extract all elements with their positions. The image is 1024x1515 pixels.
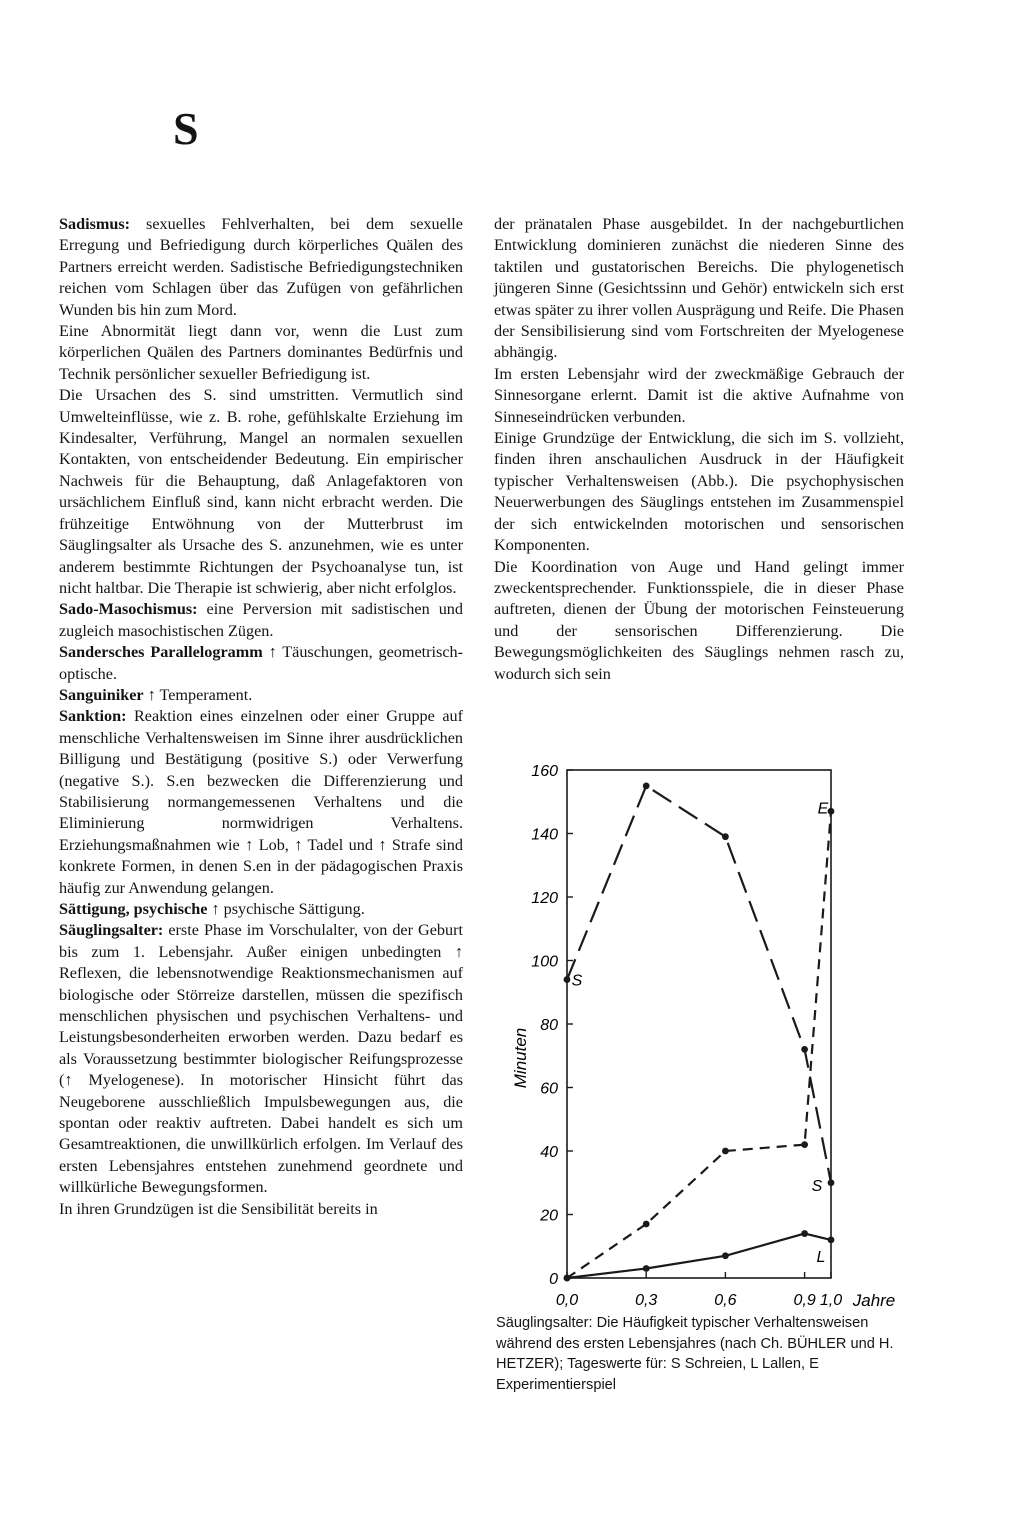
paragraph: der pränatalen Phase ausgebildet. In der nachgeburtlichen Entwicklung dominieren zunächst die niederen Sinne des taktilen und gustatorischen Bereichs. Die phylogenetisch jüngeren Sinne (Gesichtssinn und Gehör) entwickeln sich erst etwas später zu ihrer vollen Ausprägung und Reife. Die Phasen der Sensibilisierung sind vom Fortschreiten der Myelogenese abhängig. bbox=[494, 215, 904, 362]
paragraph: Einige Grundzüge der Entwicklung, die sich im S. vollzieht, finden ihren anschaulichen Ausdruck in der Häufigkeit typischer Verhaltensweisen (Abb.). Die psychophysischen Neuerwerbungen des Säuglings entstehen im Zusammenspiel der sich entwickelnden motorischen und sensorischen Komponenten. bbox=[494, 429, 904, 555]
paragraph: Die Koordination von Auge und Hand gelingt immer zweckentsprechender. Funktionsspiele, die in dieser Phase auftreten, dienen der Übung der motorischen Feinsteuerung und der sensorischen Differenzierung. Die Bewegungsmöglichkeiten des Säuglings nehmen rasch zu, wodurch sich sein bbox=[494, 557, 904, 683]
y-tick-label: 80 bbox=[540, 1017, 558, 1034]
data-point-l bbox=[722, 1252, 729, 1259]
chart-series bbox=[564, 782, 835, 1281]
x-tick-label: 0,3 bbox=[635, 1292, 658, 1308]
y-tick-label: 0 bbox=[549, 1271, 558, 1288]
entry-saettigung bbox=[59, 899, 463, 920]
series-line-l bbox=[567, 1234, 831, 1278]
entry-saeuglingsalter bbox=[59, 920, 463, 1198]
data-point-l bbox=[828, 1237, 835, 1244]
section-letter: S bbox=[173, 103, 199, 154]
x-tick-label: 1,0 bbox=[819, 1292, 843, 1308]
entry-text: erste Phase im Vorschulalter, von der Geburt bis zum 1. Lebensjahr. Außer einigen unbedingten ↑ Reflexen, die lebensnotwendige Reaktionsmechanismen auf biologische oder Störreize darstellen, müssen die spezifisch menschlichen physischen und psychischen Verhaltens- und Leistungsbesonderheiten erworben werden. Dazu bedarf es als Voraussetzung bestimmter biologischer Reifungsprozesse (↑ Myelogenese). In motorischer Hinsicht führt das Neugeborene ausschließlich Impulsbewegungen aus, die spontan oder reaktiv auftreten. Dabei handelt es sich um Gesamtreaktionen, die unwillkürlich erfolgen. Im Verlauf des ersten Lebensjahres entstehen zunehmend geordnete und willkürliche Bewegungsformen. bbox=[59, 921, 463, 1197]
y-axis-label: Minuten bbox=[511, 1027, 530, 1089]
entry-text: Reaktion eines einzelnen oder einer Gruppe auf menschliche Verhaltensweisen im Sinne ihrer ausdrücklichen Billigung und Bestätigung (positive S.) oder Verwerfung (negative S.). S.en bezwecken die Differenzierung und Stabilisierung normangemessenen Verhaltens und die Eliminierung normwidrigen Verhaltens. Erziehungsmaßnahmen wie ↑ Lob, ↑ Tadel und ↑ Strafe sind konkrete Formen, in denen S.en in der pädagogischen Praxis häufig zur Anwendung gelangen. bbox=[59, 707, 463, 897]
y-tick-label: 40 bbox=[540, 1144, 558, 1161]
entry-sado-masochismus bbox=[59, 599, 463, 642]
entry-sanktion bbox=[59, 706, 463, 899]
right-column bbox=[494, 214, 904, 685]
data-point-s bbox=[828, 1179, 835, 1186]
data-point-l bbox=[643, 1265, 650, 1272]
figure-caption: Säuglingsalter: Die Häufigkeit typischer Verhaltensweisen während des ersten Lebensjahres (nach Ch. BÜHLER und H. HETZER); Tageswerte für: S Schreien, L Lallen, E Experimentierspiel bbox=[496, 1315, 894, 1393]
data-point-s bbox=[643, 782, 650, 789]
left-column bbox=[59, 214, 463, 1220]
entry-text: ↑ Täuschungen, geometrisch-optische. bbox=[59, 643, 463, 683]
headword: Sado-Masochismus: bbox=[59, 600, 198, 619]
series-label-l: L bbox=[816, 1248, 826, 1266]
entry-text: sexuelles Fehlverhalten, bei dem sexuelle Erregung und Befriedigung durch körperliches Quälen des Partners erreicht werden. Sadistische Befriedigungstechniken reichen vom Schlagen über das Zufügen von gefährlichen Wunden bis hin zum Mord. bbox=[59, 215, 463, 319]
paragraph bbox=[59, 1199, 463, 1220]
data-point-l bbox=[801, 1230, 808, 1237]
data-point-e bbox=[828, 808, 835, 815]
y-tick-label: 100 bbox=[531, 953, 558, 971]
headword: Säuglingsalter: bbox=[59, 921, 164, 940]
entry-sadismus bbox=[59, 214, 463, 321]
entry-sanguiniker bbox=[59, 685, 463, 706]
paragraph bbox=[59, 385, 463, 599]
entry-text: ↑ Temperament. bbox=[143, 685, 253, 704]
data-point-s bbox=[801, 1046, 808, 1053]
headword: Sanktion: bbox=[59, 707, 127, 726]
behavior-frequency-chart bbox=[500, 758, 912, 1308]
series-label-e: E bbox=[817, 800, 829, 818]
x-tick-label: 0,0 bbox=[555, 1292, 579, 1308]
paragraph-text: Eine Abnormität liegt dann vor, wenn die Lust zum körperlichen Quälen des Partners dominantes Bedürfnis und Technik persönlicher sexueller Befriedigung ist. bbox=[59, 322, 463, 383]
series-label-s: S bbox=[811, 1177, 823, 1195]
x-tick-label: 0,9 bbox=[793, 1292, 816, 1308]
y-tick-label: 140 bbox=[531, 826, 558, 844]
data-point-e bbox=[564, 1275, 571, 1282]
headword: Sanguiniker bbox=[59, 685, 144, 704]
data-point-e bbox=[801, 1141, 808, 1148]
y-tick-label: 20 bbox=[540, 1207, 558, 1225]
paragraph bbox=[59, 321, 463, 385]
y-tick-label: 120 bbox=[531, 890, 558, 907]
x-tick-label: 0,6 bbox=[714, 1292, 737, 1308]
headword: Sadismus: bbox=[59, 215, 131, 233]
entry-text: eine Perversion mit sadistischen und zugleich masochistischen Zügen. bbox=[59, 600, 463, 640]
data-point-s bbox=[564, 976, 571, 983]
headword: Sättigung, psychische bbox=[59, 900, 208, 918]
y-tick-label: 160 bbox=[531, 763, 558, 780]
series-line-s bbox=[567, 786, 831, 1183]
data-point-s bbox=[722, 833, 729, 840]
data-point-e bbox=[722, 1148, 729, 1155]
y-tick-label: 60 bbox=[540, 1080, 558, 1098]
paragraph: Im ersten Lebensjahr wird der zweckmäßige Gebrauch der Sinnesorgane erlernt. Damit ist die aktive Aufnahme von Sinneseindrücken verbunden. bbox=[494, 364, 904, 426]
paragraph-text: Die Ursachen des S. sind umstritten. Vermutlich sind Umwelteinflüsse, wie z. B. rohe, gefühlskalte Erziehung im Kindesalter, Verführung, Mangel an normalen sexuellen Kontakten, von entscheidender Bedeutung. Ein empirischer Nachweis für die Behauptung, daß Anlagefaktoren von ursächlichem Einfluß sind, kann nicht erbracht werden. Die frühzeitige Entwöhnung von der Mutterbrust im Säuglingsalter als Ursache des S. anzunehmen, wie es unter anderem bestimmte Richtungen der Psychoanalyse tun, ist nicht haltbar. Die Therapie ist schwierig, aber nicht erfolglos. bbox=[59, 386, 463, 597]
plot-frame bbox=[567, 770, 831, 1278]
x-axis-label: Jahre bbox=[852, 1291, 896, 1308]
entry-text: ↑ psychische Sättigung. bbox=[207, 900, 365, 918]
entry-sandersches-parallelogramm bbox=[59, 642, 463, 685]
series-label-s: S bbox=[571, 972, 583, 990]
headword: Sandersches Parallelogramm bbox=[59, 643, 263, 662]
data-point-e bbox=[643, 1221, 650, 1228]
paragraph-text: In ihren Grundzügen ist die Sensibilität bereits in bbox=[59, 1199, 378, 1218]
